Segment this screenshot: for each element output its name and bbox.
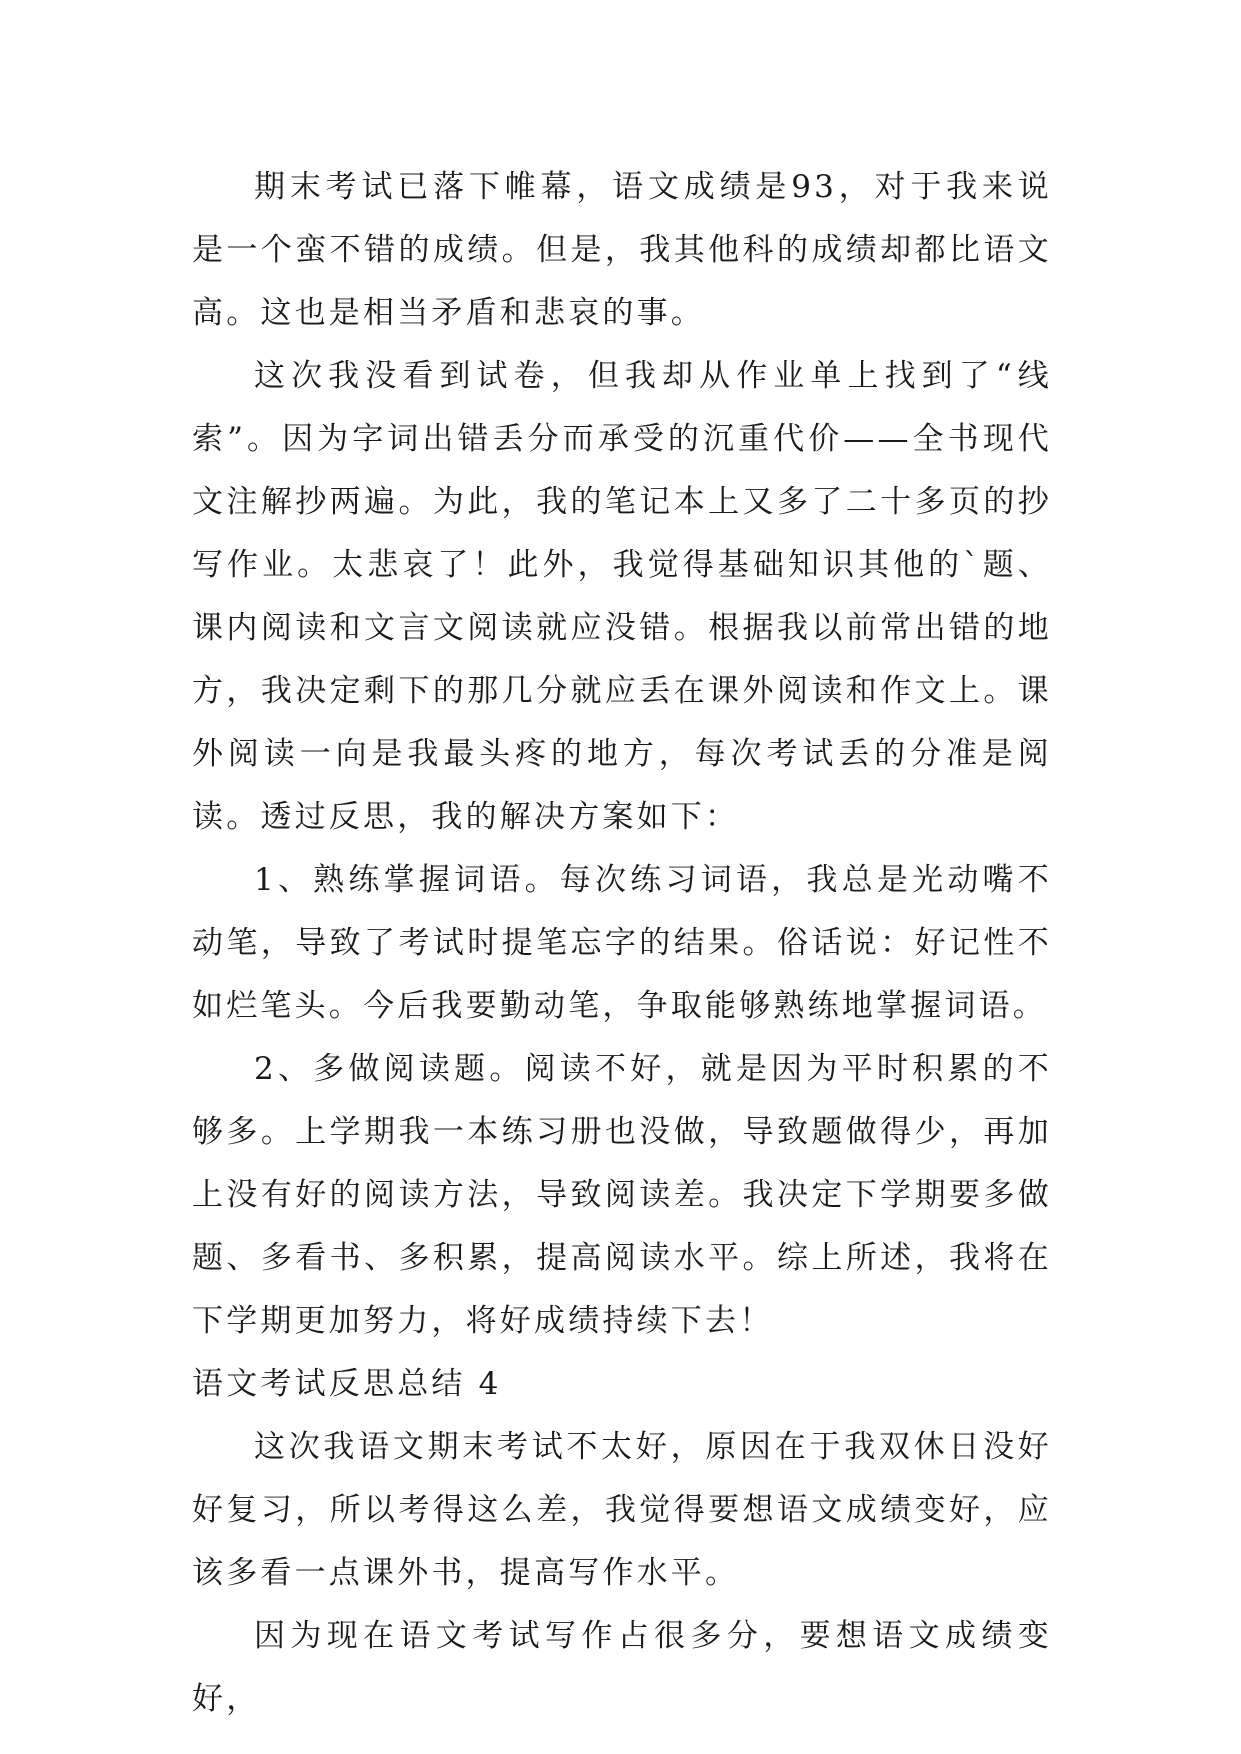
document-body (192, 156, 1052, 1731)
section-paragraph-2: 因为现在语文考试写作占很多分，要想语文成绩变好， (192, 1618, 1052, 1717)
paragraph-3: 1、熟练掌握词语。每次练习词语，我总是光动嘴不动笔，导致了考试时提笔忘字的结果。俗话说：好记性不如烂笔头。今后我要勤动笔，争取能够熟练地掌握词语。 (192, 862, 1052, 1024)
paragraph-1: 期末考试已落下帷幕，语文成绩是93，对于我来说是一个蛮不错的成绩。但是，我其他科的成绩却都比语文高。这也是相当矛盾和悲哀的事。 (192, 169, 1052, 331)
paragraph-2: 这次我没看到试卷，但我却从作业单上找到了“线索”。因为字词出错丢分而承受的沉重代价——全书现代文注解抄两遍。为此，我的笔记本上又多了二十多页的抄写作业。太悲哀了！此外，我觉得基础知识其他的`题、课内阅读和文言文阅读就应没错。根据我以前常出错的地方，我决定剩下的那几分就应丢在课外阅读和作文上。课外阅读一向是我最头疼的地方，每次考试丢的分准是阅读。透过反思，我的解决方案如下： (192, 358, 1052, 835)
section-title: 语文考试反思总结 4 (192, 1366, 502, 1402)
paragraph-4: 2、多做阅读题。阅读不好，就是因为平时积累的不够多。上学期我一本练习册也没做，导致题做得少，再加上没有好的阅读方法，导致阅读差。我决定下学期要多做题、多看书、多积累，提高阅读水平。综上所述，我将在下学期更加努力，将好成绩持续下去！ (192, 1051, 1052, 1339)
section-paragraph-1: 这次我语文期末考试不太好，原因在于我双休日没好好复习，所以考得这么差，我觉得要想语文成绩变好，应该多看一点课外书，提高写作水平。 (192, 1429, 1052, 1591)
